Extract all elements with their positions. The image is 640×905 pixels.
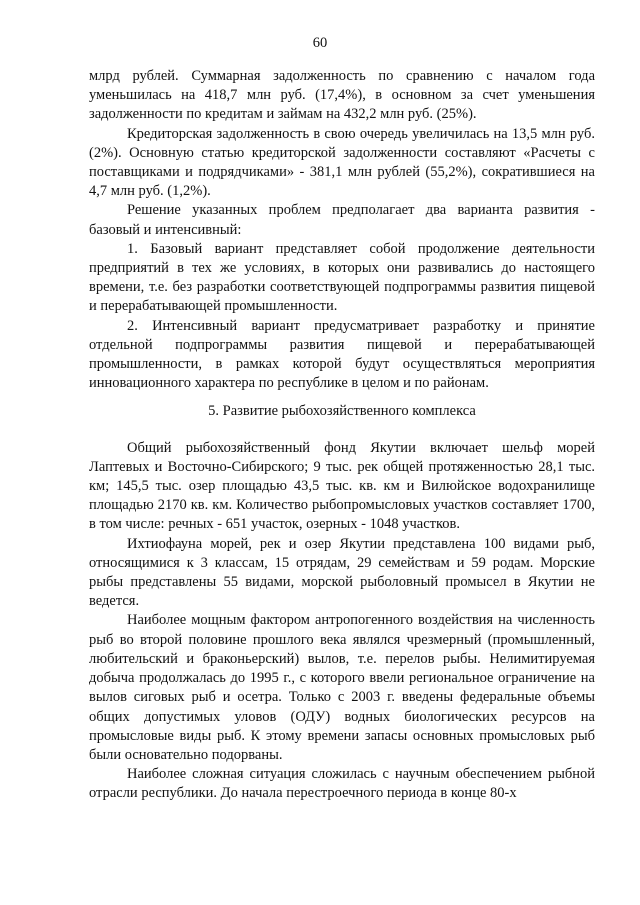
paragraph-ichthyofauna: Ихтиофауна морей, рек и озер Якутии представлена 100 видами рыб, относящимися к 3 классам, 15 отрядам, 29 семействам и 59 родам. Морские рыбы представлены 55 видами, морской рыболовный промысел в Якутии не ведется. [89, 535, 595, 610]
paragraph-debt-summary: млрд рублей. Суммарная задолженность по сравнению с началом года уменьшилась на 418,7 млн руб. (17,4%), в основном за счет уменьшения задолженности по кредитам и займам на 432,2 млн руб. (25%). [89, 68, 595, 123]
section-heading: 5. Развитие рыбохозяйственного комплекса [208, 403, 476, 420]
page-number: 60 [312, 35, 328, 51]
paragraph-intensive-option: 2. Интенсивный вариант предусматривает разработку и принятие отдельной подпрограммы развития пищевой и перерабатывающей промышленности, в рамках которой будут осуществляться мероприятия инновационного характера по республике в целом и по районам. [89, 317, 595, 392]
paragraph-anthropogenic-impact: Наиболее мощным фактором антропогенного воздействия на численность рыб во второй половине прошлого века являлся чрезмерный (промышленный, любительский и браконьерский) вылов, т.е. перелов рыбы. Нелимитируемая добыча продолжалась до 1995 г., с которого ввели региональное ограничение на вылов сиговых рыб и осетра. Только с 2003 г. введены федеральные объемы общих допустимых уловов (ОДУ) водных биологических ресурсов на промысловые виды рыб. К этому времени запасы основных промысловых рыб были основательно подорваны. [89, 612, 595, 763]
paragraph-basic-option: 1. Базовый вариант представляет собой продолжение деятельности предприятий в тех же условиях, в которых они развивались до настоящего времени, т.е. без разработки соответствующей подпрограммы развития пищевой и перерабатывающей промышленности. [89, 240, 595, 315]
paragraph-accounts-payable: Кредиторская задолженность в свою очередь увеличилась на 13,5 млн руб. (2%). Основную статью кредиторской задолженности составляют «Расчеты с поставщиками и подрядчиками» - 381,1 млн рублей (55,2%), сократившиеся на 4,7 млн руб. (1,2%). [89, 125, 595, 200]
document-body [89, 67, 595, 804]
paragraph-fishery-fund: Общий рыбохозяйственный фонд Якутии включает шельф морей Лаптевых и Восточно-Сибирского; 9 тыс. рек общей протяженностью 28,1 тыс. км; 145,5 тыс. озер площадью 43,5 тыс. кв. км и Вилюйское водохранилище площадью 2170 кв. км. Количество рыбопромысловых участков составляет 1700, в том числе: речных - 651 участок, озерных - 1048 участков. [89, 439, 595, 533]
paragraph-science-support: Наиболее сложная ситуация сложилась с научным обеспечением рыбной отрасли республики. До начала перестроечного периода в конце 80-х [89, 766, 595, 802]
paragraph-development-options: Решение указанных проблем предполагает два варианта развития - базовый и интенсивный: [89, 202, 595, 238]
